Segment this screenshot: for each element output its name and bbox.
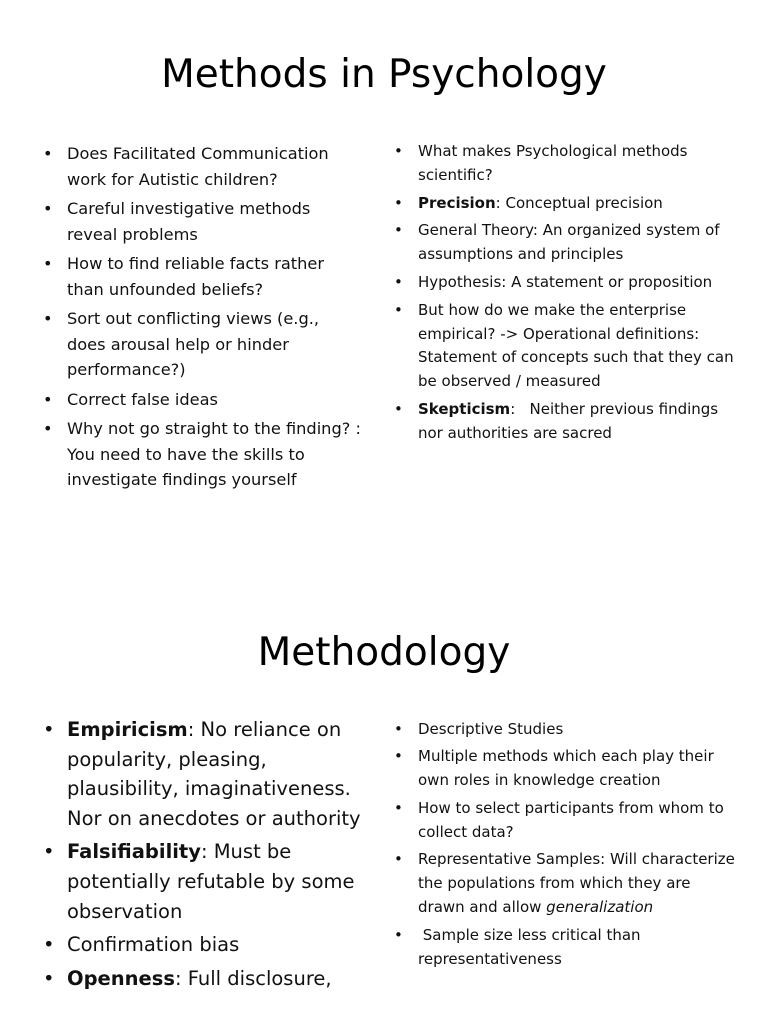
list-item-text: Representative Samples: Will characterize the populations from which they are drawn and allow xyxy=(418,850,735,917)
list-item xyxy=(393,847,738,920)
list-item xyxy=(42,837,367,926)
list-item: • Confirmation bias xyxy=(42,930,367,960)
italic-term: generalization xyxy=(546,898,654,917)
list-item xyxy=(393,398,738,446)
list-item: • Hypothesis: A statement or proposition xyxy=(393,271,738,295)
list-item: • General Theory: An organized system of assumptions and principles xyxy=(393,219,738,267)
list-item: • But how do we make the enterprise empirical? -> Operational definitions: Statement of concepts such that they can be observed / measured xyxy=(393,299,738,394)
list-item xyxy=(393,192,738,216)
slide-methodology xyxy=(0,576,768,1024)
list-item: • Multiple methods which each play their own roles in knowledge creation xyxy=(393,744,738,792)
term-precision: Precision xyxy=(418,193,496,212)
term-openness: Openness xyxy=(67,966,175,990)
list-item: • What makes Psychological methods scientific? xyxy=(393,140,738,188)
term-description: : Conceptual precision xyxy=(495,193,663,212)
list-item: • How to select participants from whom to collect data? xyxy=(393,796,738,844)
list-item xyxy=(42,964,367,994)
list-item: • Careful investigative methods reveal problems xyxy=(42,196,362,247)
right-bullet-list xyxy=(393,140,738,450)
list-item: • How to find reliable facts rather than unfounded beliefs? xyxy=(42,251,362,302)
term-description: : No reliance on popularity, pleasing, plausibility, imaginativeness. Nor on anecdotes or authority xyxy=(67,718,361,830)
list-item: • Does Facilitated Communication work for Autistic children? xyxy=(42,141,362,192)
left-bullet-list xyxy=(42,141,362,497)
left-bullet-list xyxy=(42,715,367,997)
list-item xyxy=(42,715,367,833)
term-description: : Neither previous findings nor authorities are sacred xyxy=(418,399,723,442)
list-item: • Correct false ideas xyxy=(42,387,362,413)
right-bullet-list xyxy=(393,717,738,974)
term-empiricism: Empiricism xyxy=(67,718,188,741)
term-description: : Full disclosure, xyxy=(174,966,332,990)
term-description: : Must be potentially refutable by some observation xyxy=(67,840,355,923)
slide-title: Methodology xyxy=(257,630,511,675)
term-falsifiability: Falsifiability xyxy=(67,840,201,864)
slide-title: Methods in Psychology xyxy=(161,52,607,97)
list-item: • Sort out conflicting views (e.g., does arousal help or hinder performance?) xyxy=(42,306,362,383)
list-item: • Why not go straight to the finding? : You need to have the skills to investigate findings yourself xyxy=(42,416,362,493)
list-item: • Descriptive Studies xyxy=(393,717,738,741)
term-skepticism: Skepticism xyxy=(418,399,511,418)
list-item: • Sample size less critical than representativeness xyxy=(393,923,738,971)
